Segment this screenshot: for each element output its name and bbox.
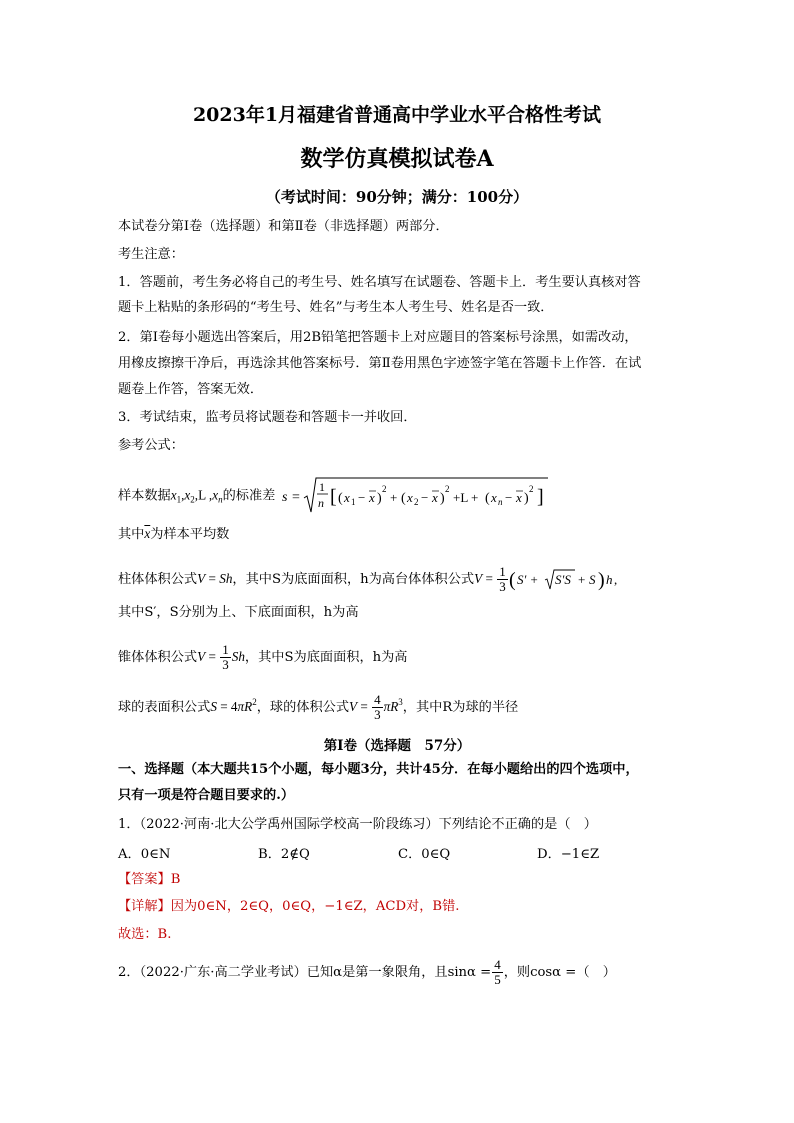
cone-note: ，其中S为底面面积，h为高 <box>244 650 408 665</box>
q2-stem-a: 2．（2022·广东·高二学业考试）已知α是第一象限角，且sinα = <box>118 965 492 980</box>
sphere-vol-label: ，球的体积公式 <box>256 700 350 715</box>
svg-text:x: x <box>343 490 350 505</box>
svg-text:): ) <box>523 491 529 506</box>
svg-text:(: ( <box>484 491 490 506</box>
frustum-formula-graphic <box>509 567 621 593</box>
svg-text:2: 2 <box>381 484 387 494</box>
sd-formula-graphic <box>280 476 550 516</box>
sd-prefix: 样本数据 <box>118 488 171 504</box>
svg-text:x: x <box>406 490 413 505</box>
notice-1b: 题卡上粘贴的条形码的“考生号、姓名”与考生本人考生号、姓名是否一致． <box>118 300 554 315</box>
exam-info: （考试时间：90分钟；满分：100分） <box>265 188 529 206</box>
svg-text:x: x <box>431 490 438 505</box>
svg-text:(: ( <box>400 491 406 506</box>
frustum-fraction: $\frac{1}{3}$ <box>499 564 506 594</box>
sd-formula: 样本数据$x_1,x_2,L$ $,x_n$的标准差 s = 1 n [ ( x 1 − x ) 2 + ( x 2 − x ) 2 +L + ( x n − x ) 2 ] <box>118 476 550 516</box>
svg-text:−: − <box>420 490 428 505</box>
q1-detail <box>118 898 460 916</box>
section-instructions-b: 只有一项是符合题目要求的.） <box>118 788 295 803</box>
svg-text:x: x <box>490 490 497 505</box>
svg-text:2: 2 <box>528 484 534 494</box>
q2-frac-den: 5 <box>494 972 501 987</box>
svg-text:S′ +: S′ + <box>516 571 539 587</box>
intro-line: 本试卷分第Ⅰ卷（选择题）和第Ⅱ卷（非选择题）两部分． <box>118 219 449 234</box>
sphere-fraction: $\frac{4}{3}$ <box>374 692 381 722</box>
svg-text:(: ( <box>337 491 343 506</box>
svg-text:S′S: S′S <box>554 571 571 587</box>
svg-text:−: − <box>357 490 365 505</box>
exam-title: 2023年1月福建省普通高中学业水平合格性考试 <box>192 104 602 126</box>
svg-text:): ) <box>597 568 605 591</box>
svg-text:h: h <box>605 571 613 587</box>
section-instructions-a: 一、选择题（本大题共15个小题，每小题3分，共计45分．在每小题给出的四个选项中， <box>118 762 639 777</box>
detail-text: 因为0∈N，2∈Q，0∈Q，−1∈Z，ACD对，B错. <box>170 899 460 914</box>
svg-text:,: , <box>613 571 617 587</box>
svg-text:x: x <box>515 490 522 505</box>
svg-text:+: + <box>577 571 586 587</box>
question-2-stem <box>118 958 616 987</box>
prism-label: 柱体体积公式 <box>118 572 198 587</box>
svg-text:): ) <box>439 491 445 506</box>
cone-label: 锥体体积公式 <box>118 650 198 665</box>
q1-answer <box>118 871 180 889</box>
notice-2c: 题卷上作答，答案无效． <box>118 382 264 397</box>
q1-option-c[interactable]: C．0∈Q <box>398 847 451 862</box>
mean-line: 其中$\overline{x}$为样本平均数 <box>118 526 230 542</box>
prism-note: ，其中S为底面面积，h为高台体体积公式 <box>232 572 475 587</box>
svg-text:+L +: +L + <box>452 490 478 505</box>
q1-option-d[interactable]: D．−1∈Z <box>537 847 600 862</box>
q2-stem-b: ，则cosα =（ ） <box>503 965 616 980</box>
notice-1a: 1．答题前，考生务必将自己的考生号、姓名填写在试题卷、答题卡上．考生要认真核对答 <box>118 275 641 290</box>
q1-conclusion: 故选：B. <box>118 927 172 942</box>
mean-suffix: 为样本平均数 <box>150 527 230 542</box>
q1-option-b[interactable]: B．2∉Q <box>258 847 310 862</box>
mean-prefix: 其中 <box>118 527 145 542</box>
answer-label: 【答案】 <box>118 872 171 887</box>
svg-text:2: 2 <box>444 484 450 494</box>
svg-text:1: 1 <box>350 497 356 507</box>
sd-mid: 的标准差 <box>222 488 276 504</box>
sphere-line: 球的表面积公式$S = 4\pi R^2$，球的体积公式V = $\frac{4}{3}$ $\pi R^3$，其中R为球的半径 <box>118 692 519 722</box>
cone-fraction: $\frac{1}{3}$ <box>222 642 229 672</box>
svg-text:S: S <box>588 571 596 587</box>
svg-text:n: n <box>497 497 503 507</box>
q1-option-a[interactable]: A．0∈N <box>118 847 171 862</box>
sphere-note: ，其中R为球的半径 <box>402 700 519 715</box>
cone-line: 锥体体积公式V = $\frac{1}{3}$ Sh，其中S为底面面积，h为高 <box>118 642 408 672</box>
svg-text:x: x <box>368 490 375 505</box>
exam-subtitle: 数学仿真模拟试卷A <box>300 146 494 172</box>
svg-text:+: + <box>389 490 397 505</box>
question-1-stem: 1．（2022·河南·北大公学禹州国际学校高一阶段练习）下列结论不正确的是（ ） <box>118 817 597 832</box>
svg-text:−: − <box>504 490 512 505</box>
section-heading: 第Ⅰ卷（选择题 57分） <box>323 738 471 754</box>
notice-3: 3．考试结束，监考员将试题卷和答题卡一并收回． <box>118 410 417 425</box>
svg-text:n: n <box>317 496 324 510</box>
notice-2a: 2．第Ⅰ卷每小题选出答案后，用2B铅笔把答题卡上对应题目的答案标号涂黑，如需改动， <box>118 330 638 345</box>
svg-text:]: ] <box>536 486 544 508</box>
svg-text:1: 1 <box>318 480 325 494</box>
q2-frac-num: 4 <box>494 957 501 972</box>
svg-text:[: [ <box>329 486 337 508</box>
svg-text:(: ( <box>508 568 516 591</box>
notice-2b: 用橡皮擦擦干净后，再选涂其他答案标号．第Ⅱ卷用黑色字迹签字笔在答题卡上作答．在试 <box>118 356 642 371</box>
formula-title: 参考公式： <box>118 438 184 453</box>
q2-fraction <box>492 958 503 987</box>
svg-text:2: 2 <box>413 497 419 507</box>
sphere-area-label: 球的表面积公式 <box>118 700 211 715</box>
detail-label: 【详解】 <box>118 899 171 914</box>
svg-text:s: s <box>281 490 287 505</box>
notice-title: 考生注意： <box>118 247 184 262</box>
frustum-note: 其中S′，S分别为上、下底面面积，h为高 <box>118 605 359 620</box>
svg-text:=: = <box>291 490 300 505</box>
prism-line: 柱体体积公式V = Sh，其中S为底面面积，h为高台体体积公式V = $\frac{1}{3}$ ( S′ + S′S + S ) h , <box>118 565 621 594</box>
answer-value: B <box>170 872 181 887</box>
svg-text:): ) <box>376 491 382 506</box>
